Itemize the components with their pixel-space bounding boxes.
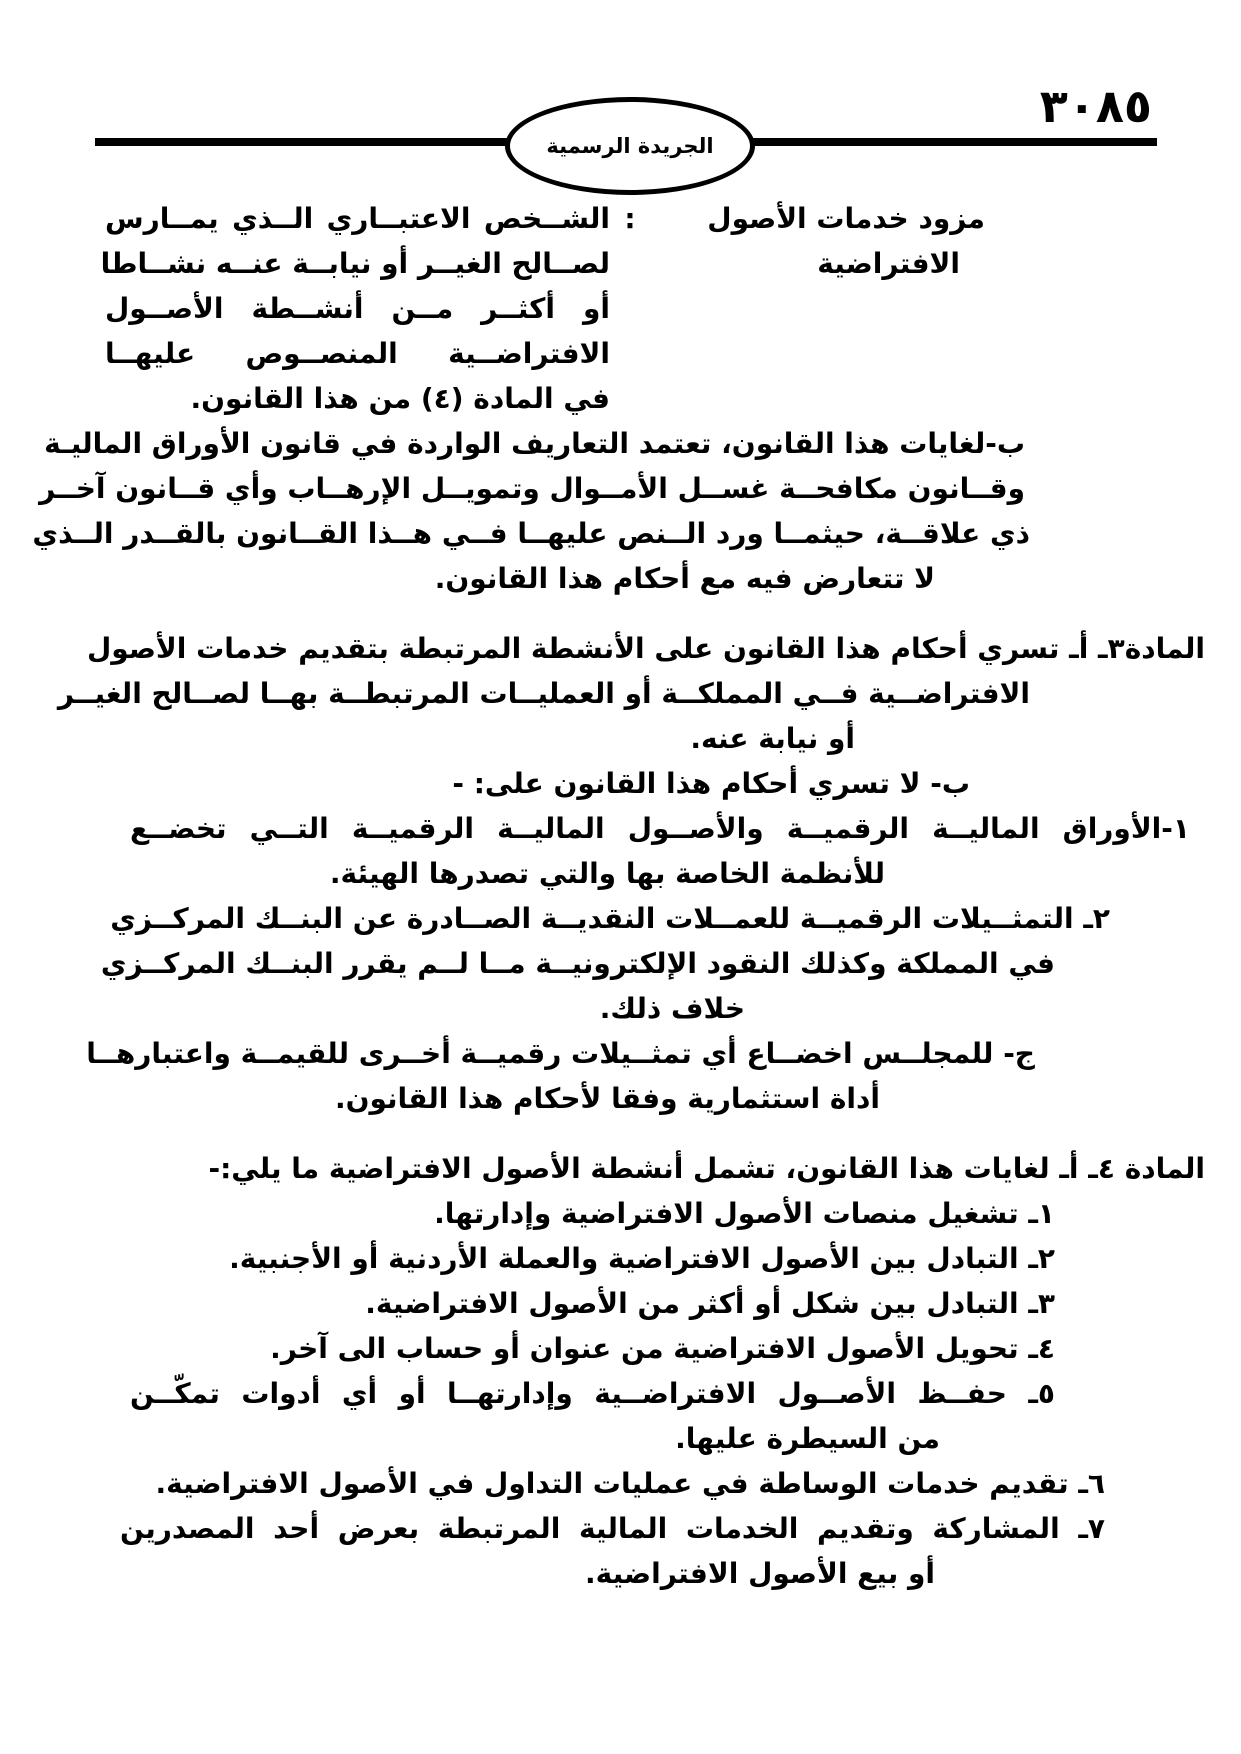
definition-line: الشــخص الاعتبــاري الــذي يمــارس	[105, 202, 610, 235]
article-3-line: الافتراضــية فــي المملكــة أو العمليــات المرتبطــة بهــا لصــالح الغيــر	[57, 677, 1030, 710]
definition-term-line: الافتراضية	[817, 247, 960, 280]
definition-term-line: مزود خدمات الأصول	[707, 202, 985, 235]
article-4-line: ٦ـ تقديم خدمات الوساطة في عمليات التداول في الأصول الافتراضية.	[155, 1467, 1105, 1500]
article-4-line: ٢ـ التبادل بين الأصول الافتراضية والعملة الأردنية أو الأجنبية.	[229, 1242, 1055, 1275]
masthead-title: الجريدة الرسمية	[546, 134, 714, 158]
article-4-line: المادة ٤ـ أـ لغايات هذا القانون، تشمل أنشطة الأصول الافتراضية ما يلي:-	[208, 1152, 1205, 1185]
definition-line: في المادة (٤) من هذا القانون.	[190, 382, 610, 415]
definition-separator: :	[624, 202, 636, 235]
article-4-line: ١ـ تشغيل منصات الأصول الافتراضية وإدارتها.	[434, 1197, 1055, 1230]
definition-line: الافتراضــية المنصــوص عليهــا	[105, 337, 610, 370]
article-4-line: أو بيع الأصول الافتراضية.	[585, 1557, 935, 1590]
article-4-line: ٤ـ تحويل الأصول الافتراضية من عنوان أو حساب الى آخر.	[270, 1332, 1055, 1365]
article-4-line: ٣ـ التبادل بين شكل أو أكثر من الأصول الافتراضية.	[365, 1287, 1055, 1320]
clause-b-line: وقــانون مكافحــة غســل الأمــوال وتمويــل الإرهــاب وأي قــانون آخــر	[39, 472, 1025, 505]
clause-b-line: ب-لغايات هذا القانون، تعتمد التعاريف الواردة في قانون الأوراق الماليـة	[44, 427, 1025, 460]
definition-line: أو أكثــر مــن أنشــطة الأصــول	[105, 292, 610, 325]
clause-b-line: ذي علاقــة، حيثمــا ورد الــنص عليهــا فــي هــذا القــانون بالقــدر الــذي	[32, 517, 1030, 550]
article-3-line: أداة استثمارية وفقا لأحكام هذا القانون.	[334, 1082, 880, 1115]
definition-block	[100, 196, 1205, 421]
clause-b-line: لا تتعارض فيه مع أحكام هذا القانون.	[434, 562, 935, 595]
definition-term	[650, 196, 1205, 421]
article-3-line: ١-الأوراق الماليــة الرقميــة والأصــول الماليــة الرقميــة التــي تخضــع	[130, 812, 1190, 845]
article-4-line: ٥ـ حفــظ الأصــول الافتراضــية وإدارتهــا أو أي أدوات تمكّــن	[130, 1377, 1055, 1410]
article-3-line: ب- لا تسري أحكام هذا القانون على: -	[452, 767, 970, 800]
law-text	[32, 196, 1205, 1596]
page-number: ٣٠٨٥	[1039, 79, 1152, 133]
article-3-line: في المملكة وكذلك النقود الإلكترونيــة مــا لــم يقرر البنــك المركــزي	[100, 947, 1055, 980]
article-4-line: ٧ـ المشاركة وتقديم الخدمات المالية المرتبطة بعرض أحد المصدرين	[120, 1512, 1105, 1545]
article-3-line: للأنظمة الخاصة بها والتي تصدرها الهيئة.	[329, 857, 885, 890]
masthead-oval	[505, 97, 755, 195]
definition-line: لصــالح الغيــر أو نيابــة عنــه نشــاطا	[100, 247, 610, 280]
definition-text	[100, 196, 610, 421]
article-3-line: خلاف ذلك.	[599, 992, 745, 1025]
article-3-line: المادة٣ـ أـ تسري أحكام هذا القانون على الأنشطة المرتبطة بتقديم خدمات الأصول	[87, 632, 1205, 665]
article-3-line: ٢ـ التمثــيلات الرقميــة للعمــلات النقديــة الصــادرة عن البنــك المركــزي	[110, 902, 1110, 935]
article-4-line: من السيطرة عليها.	[675, 1422, 940, 1455]
article-3-line: أو نيابة عنه.	[690, 722, 855, 755]
article-3-line: ج- للمجلــس اخضــاع أي تمثــيلات رقميــة أخــرى للقيمــة واعتبارهــا	[86, 1037, 1035, 1070]
